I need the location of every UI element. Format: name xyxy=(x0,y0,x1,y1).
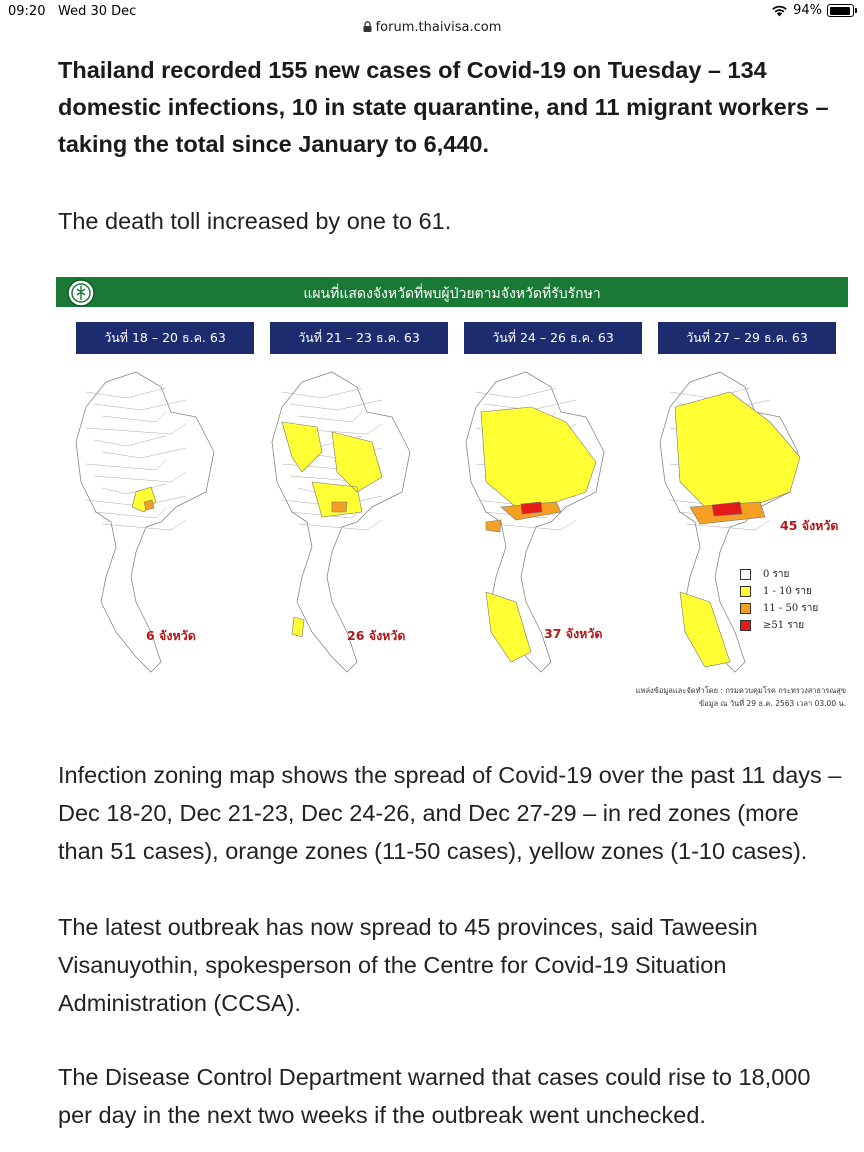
status-bar xyxy=(0,0,864,22)
thailand-map-panel-4 xyxy=(650,362,800,692)
status-time: 09:20 xyxy=(8,4,46,19)
panel-count-3: 37 จังหวัด xyxy=(544,626,603,641)
legend-label: 0 ราย xyxy=(763,569,790,580)
warning-paragraph: The Disease Control Department warned that cases could rise to 18,000 per day in the next two weeks if the outbreak went unchecked. xyxy=(58,1064,811,1128)
panel-date-4: วันที่ 27 – 29 ธ.ค. 63 xyxy=(658,322,836,354)
source-line-2: ข้อมูล ณ วันที่ 29 ธ.ค. 2563 เวลา 03.00 น. xyxy=(698,699,846,708)
wifi-icon xyxy=(771,4,788,17)
panel-count-4: 45 จังหวัด xyxy=(780,518,839,533)
panel-date-2: วันที่ 21 – 23 ธ.ค. 63 xyxy=(270,322,448,354)
lock-icon xyxy=(363,21,372,32)
legend-swatch xyxy=(740,586,751,597)
status-right xyxy=(771,3,854,18)
legend-swatch xyxy=(740,569,751,580)
legend-item xyxy=(740,583,818,600)
map-legend xyxy=(740,566,818,634)
figure-banner xyxy=(56,277,848,307)
panel-date-3: วันที่ 24 – 26 ธ.ค. 63 xyxy=(464,322,642,354)
legend-item xyxy=(740,617,818,634)
figure-source xyxy=(636,684,846,710)
legend-item xyxy=(740,566,818,583)
battery-icon xyxy=(827,4,854,17)
death-toll-paragraph: The death toll increased by one to 61. xyxy=(58,208,452,234)
legend-label: 11 - 50 ราย xyxy=(763,603,819,614)
infection-map-figure xyxy=(54,270,850,720)
spread-paragraph: The latest outbreak has now spread to 45 provinces, said Taweesin Visanuyothin, spokesperson of the Centre for Covid-19 Situation Administration (CCSA). xyxy=(58,914,758,1016)
panel-count-2: 26 จังหวัด xyxy=(347,628,406,643)
battery-fill xyxy=(830,7,851,15)
url-text: forum.thaivisa.com xyxy=(375,20,502,35)
legend-label: ≥51 ราย xyxy=(763,620,805,631)
zoning-paragraph: Infection zoning map shows the spread of Covid-19 over the past 11 days – Dec 18-20, Dec 21-23, Dec 24-26, and Dec 27-29 – in red zones (more than 51 cases), orange zones (11-50 cases), yellow zones (1-10 cases). xyxy=(58,762,842,864)
source-line-1: แหล่งข้อมูลและจัดทำโดย : กรมควบคุมโรค กระทรวงสาธารณสุข xyxy=(635,686,846,695)
panel-date-1: วันที่ 18 – 20 ธ.ค. 63 xyxy=(76,322,254,354)
article-lead: Thailand recorded 155 new cases of Covid-19 on Tuesday – 134 domestic infections, 10 in state quarantine, and 11 migrant workers – taking the total since January to 6,440. xyxy=(58,57,829,157)
figure-title: แผนที่แสดงจังหวัดที่พบผู้ป่วยตามจังหวัดที่รับรักษา xyxy=(303,286,601,302)
legend-label: 1 - 10 ราย xyxy=(763,586,812,597)
legend-swatch xyxy=(740,620,751,631)
legend-swatch xyxy=(740,603,751,614)
panel-count-1: 6 จังหวัด xyxy=(146,628,196,643)
battery-percent: 94% xyxy=(793,3,822,18)
article xyxy=(58,52,838,163)
legend-item xyxy=(740,600,818,617)
address-bar[interactable] xyxy=(0,20,864,42)
status-date: Wed 30 Dec xyxy=(58,4,137,19)
